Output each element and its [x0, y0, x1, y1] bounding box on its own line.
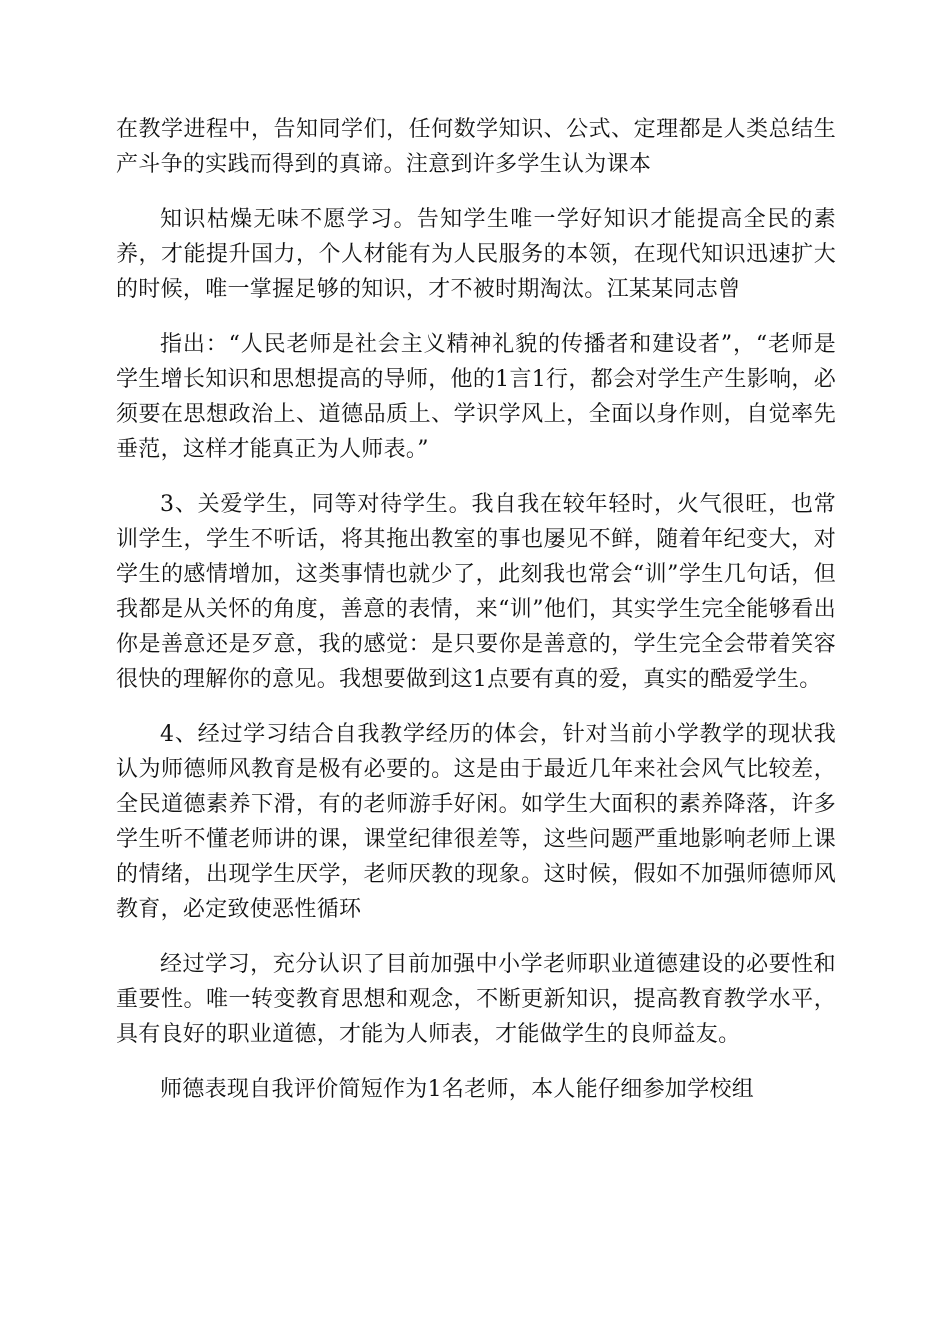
paragraph-4: 3、关爱学生，同等对待学生。我自我在较年轻时，火气很旺，也常训学生，学生不听话，将其拖出教室的事也屡见不鲜，随着年纪变大，对学生的感情增加，这类事情也就少了，此刻我也常会“训”学生几句话，但我都是从关怀的角度，善意的表情，来“训”他们，其实学生完全能够看出你是善意还是歹意，我的感觉：是只要你是善意的，学生完全会带着笑容很快的理解你的意见。我想要做到这1点要有真的爱，真实的酷爱学生。	[116, 492, 836, 692]
paragraph-3: 指出：“人民老师是社会主义精神礼貌的传播者和建设者”，“老师是学生增长知识和思想提高的导师，他的1言1行，都会对学生产生影响，必须要在思想政治上、道德品质上、学识学风上，全面以身作则，自觉率先垂范，这样才能真正为人师表。”	[116, 332, 836, 462]
paragraph-6: 经过学习，充分认识了目前加强中小学老师职业道德建设的必要性和重要性。唯一转变教育思想和观念，不断更新知识，提高教育教学水平，具有良好的职业道德，才能为人师表，才能做学生的良师益友。	[116, 952, 836, 1047]
document-body	[116, 112, 836, 1127]
paragraph-1: 在教学进程中，告知同学们，任何数学知识、公式、定理都是人类总结生产斗争的实践而得到的真谛。注意到许多学生认为课本	[116, 117, 836, 177]
paragraph-2: 知识枯燥无味不愿学习。告知学生唯一学好知识才能提高全民的素养，才能提升国力，个人材能有为人民服务的本领，在现代知识迅速扩大的时候，唯一掌握足够的知识，才不被时期淘汰。江某某同志曾	[116, 207, 836, 302]
paragraph-7: 师德表现自我评价简短作为1名老师，本人能仔细参加学校组	[160, 1077, 755, 1102]
paragraph-5: 4、经过学习结合自我教学经历的体会，针对当前小学教学的现状我认为师德师风教育是极有必要的。这是由于最近几年来社会风气比较差，全民道德素养下滑，有的老师游手好闲。如学生大面积的素养降落，许多学生听不懂老师讲的课，课堂纪律很差等，这些问题严重地影响老师上课的情绪，出现学生厌学，老师厌教的现象。这时候，假如不加强师德师风教育，必定致使恶性循环	[116, 722, 836, 922]
